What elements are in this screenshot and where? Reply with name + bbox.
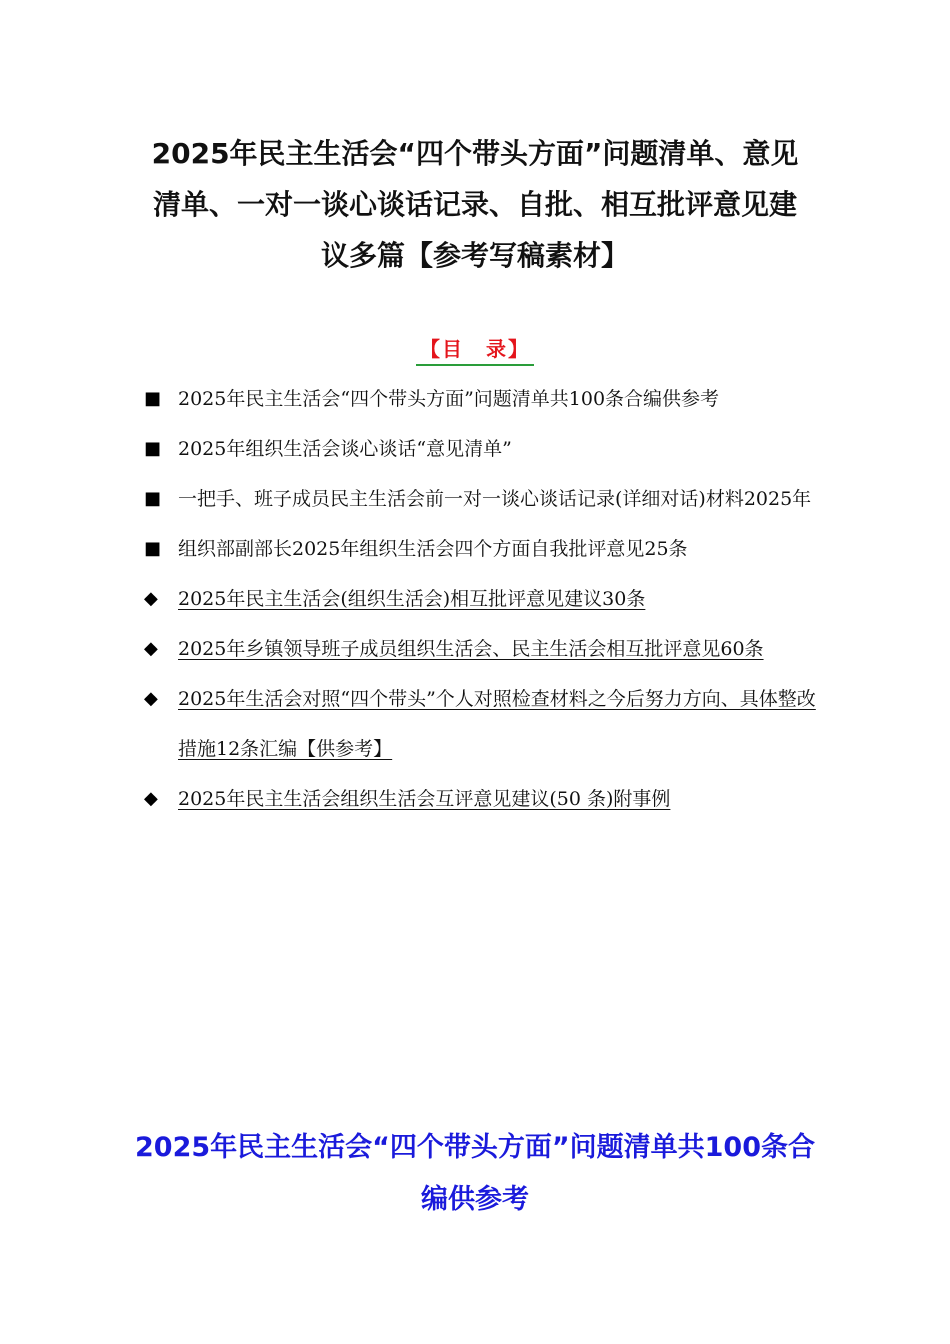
section-title: 2025年民主生活会“四个带头方面”问题清单共100条合编供参考 — [135, 1132, 815, 1215]
toc-item-text: 2025年民主生活会“四个带头方面”问题清单共100条合编供参考 — [178, 388, 720, 410]
toc-item-link[interactable] — [140, 624, 820, 674]
diamond-bullet-icon: ◆ — [144, 788, 158, 809]
toc-item-text: 组织部副部长2025年组织生活会四个方面自我批评意见25条 — [178, 538, 688, 560]
toc-item — [140, 424, 820, 474]
diamond-bullet-icon: ◆ — [144, 588, 158, 609]
toc-heading-label: 【目 录】 — [416, 334, 534, 366]
square-bullet-icon: ■ — [144, 538, 162, 559]
toc-item-link[interactable] — [140, 674, 820, 774]
document-title: 2025年民主生活会“四个带头方面”问题清单、意见清单、一对一谈心谈话记录、自批、相互批评意见建议多篇【参考写稿素材】 — [151, 137, 799, 272]
toc-item-link[interactable] — [140, 574, 820, 624]
toc-heading — [0, 334, 950, 366]
toc-item-text[interactable]: 2025年民主生活会(组织生活会)相互批评意见建议30条 — [178, 588, 646, 610]
toc-item — [140, 474, 820, 524]
toc-item-text: 2025年组织生活会谈心谈话“意见清单” — [178, 438, 512, 460]
square-bullet-icon: ■ — [144, 388, 162, 409]
toc-item-text[interactable]: 2025年民主生活会组织生活会互评意见建议(50 条)附事例 — [178, 788, 671, 810]
toc-item — [140, 524, 820, 574]
table-of-contents — [140, 374, 820, 824]
square-bullet-icon: ■ — [144, 488, 162, 509]
toc-item-text: 一把手、班子成员民主生活会前一对一谈心谈话记录(详细对话)材料2025年 — [178, 488, 812, 510]
toc-item-text[interactable]: 2025年生活会对照“四个带头”个人对照检查材料之今后努力方向、具体整改措施12条汇编【供参考】 — [178, 688, 816, 760]
toc-item-link[interactable] — [140, 774, 820, 824]
toc-item — [140, 374, 820, 424]
square-bullet-icon: ■ — [144, 438, 162, 459]
diamond-bullet-icon: ◆ — [144, 688, 158, 709]
diamond-bullet-icon: ◆ — [144, 638, 158, 659]
toc-item-text[interactable]: 2025年乡镇领导班子成员组织生活会、民主生活会相互批评意见60条 — [178, 638, 764, 660]
